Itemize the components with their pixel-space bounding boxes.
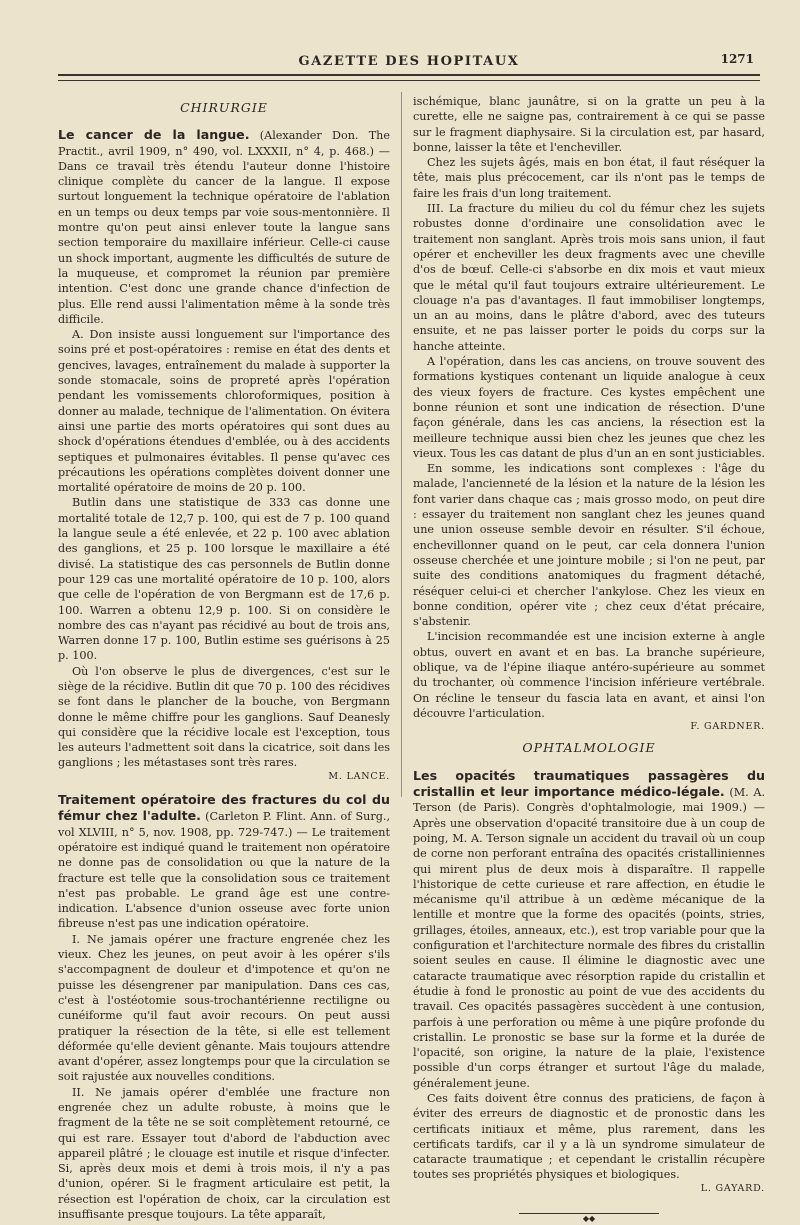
article-text: (Alexander Don. The Practit., avril 1909, n° 490, vol. LXXXII, n° 4, p. 468.) — Dans ce travail très étendu l'auteur donne l'histoire clinique complète du cancer de la langue. Il expose surtout longuement la technique opératoire de l'ablation en un temps ou deux temps par voie sous-mentonnière. Il montre qu'on peut ainsi enlever toute la langue sans section temporaire du maxillaire inférieur. Celle-ci cause un shock important, augmente les difficultés de suture de la muqueuse, et compromet la réunion par première intention. C'est donc une grande chance d'infection de plus. Elle rend aussi l'alimentation même à la sonde très difficile. [58, 129, 391, 326]
ornament-glyph: ◆◆ [579, 1214, 599, 1223]
article-cancer-langue-intro [58, 127, 390, 327]
article-opacites-intro [413, 768, 765, 1091]
article-title-cancer-langue: Le cancer de la langue. [58, 127, 250, 143]
signature-gayard: L. GAYARD. [700, 1182, 765, 1194]
signature-gardner: F. GARDNER. [690, 721, 765, 733]
section-heading-chirurgie: CHIRURGIE [180, 100, 268, 115]
article-title-opacites-cristallin: Les opacités traumatiques passagères du cristallin et leur importance médico-légale. [413, 767, 765, 800]
article-paragraph: III. La fracture du milieu du col du fémur chez les sujets robustes donne d'ordinaire une consolidation avec le traitement non sanglant. Après trois mois sans union, il faut opérer et encheviller les deux fragments avec une cheville d'os de bœuf. Celle-ci s'absorbe en dix mois et vaut mieux que le métal qu'il faut toujours extraire ultérieurement. Le clouage n'a pas d'avantages. Il faut immobiliser longtemps, un an au moins, dans le plâtre d'abord, avec des tuteurs ensuite, et ne pas laisser porter le poids du corps sur la hanche atteinte. [413, 202, 765, 353]
article-paragraph [58, 664, 390, 771]
article-paragraph: I. Ne jamais opérer une fracture engrenée chez les vieux. Chez les jeunes, on peut avoir à les opérer s'ils s'accompagnent de douleur et d'impotence et qu'on ne puisse les désengrener par manipulation. Dans ces cas, c'est à l'ostéotomie sous-trochantérienne rectiligne ou cunéiforme qu'il faut avoir recours. On peut aussi pratiquer la résection de la tête, si elle est tellement déformée qu'elle devient gênante. Mais toujours attendre avant d'opérer, assez longtemps pour que la circulation se soit rajustée aux nouvelles conditions. [58, 932, 390, 1084]
signature-lance: M. LANCE. [328, 770, 390, 782]
article-paragraph: En somme, les indications sont complexes : l'âge du malade, l'ancienneté de la lésion et la nature de la lésion les font varier dans chaque cas ; mais grosso modo, on peut dire : essayer du traitement non sanglant chez les jeunes quand une union osseuse semble devoir en résulter. S'il échoue, enchevillonner quand on le peut, car cela donnera l'union osseuse cherchée et une jointure mobile ; si l'on ne peut, par suite des conditions anatomiques du fragment détaché, réséquer celui-ci et chercher l'ankylose. Chez les vieux en bonne condition, opérer vite ; chez ceux d'état précaire, s'abstenir. [413, 462, 765, 629]
article-paragraph: Ces faits doivent être connus des praticiens, de façon à éviter des erreurs de diagnostic et de pronostic dans les certificats initiaux et même, plus rarement, dans les certificats tardifs, car il y a là un syndrome simulateur de cataracte traumatique ; et cependant le cristallin récupère toutes ses propriétés physiques et biologiques. [413, 1092, 765, 1182]
section-heading-ophtalmologie: OPHTALMOLOGIE [522, 740, 656, 756]
article-text: Où l'on observe le plus de divergences, c'est sur le siège de la récidive. Butlin dit que 70 p. 100 des récidives se font dans le plancher de la bouche, von Bergmann donne le même chiffre pour les ganglions. Sauf Deanesly qui considère que la récidive locale est l'exception, tous les auteurs l'admettent soit dans la cicatrice, soit dans les ganglions ; les métastases sont très rares. [58, 664, 390, 770]
header-rule-thick [58, 74, 760, 76]
article-paragraph: A l'opération, dans les cas anciens, on trouve souvent des formations kystiques contenant un liquide analogue à ceux des vieux foyers de fracture. Ces kystes empêchent une bonne réunion et sont une indication de résection. D'une façon générale, dans les cas anciens, la résection est la meilleure technique aussi bien chez les jeunes que chez les vieux. Tous les cas datant de plus d'un an en sont justiciables. [413, 355, 765, 460]
article-text: (Carleton P. Flint. Ann. of Surg., vol XLVIII, n° 5, nov. 1908, pp. 729-747.) — Le traitement opératoire est indiqué quand le traitement non opératoire ne donne pas de consolidation ou que la nature de la fracture est telle que la consolidation sous ce traitement n'est pas probable. Le grand âge est une contre-indication. L'absence d'union osseuse avec forte union fibreuse n'est pas une indication opératoire. [58, 810, 390, 931]
running-title: GAZETTE DES HOPITAUX [298, 54, 520, 69]
article-paragraph: Butlin dans une statistique de 333 cas donne une mortalité totale de 12,7 p. 100, qui est de 7 p. 100 quand la langue seule a été enlevée, et 22 p. 100 avec ablation des ganglions, et 25 p. 100 lorsque le maxillaire a été divisé. La statistique des cas personnels de Butlin donne pour 129 cas une mortalité opératoire de 10 p. 100, alors que celle de l'opération de von Bergmann est de 17,6 p. 100. Warren a obtenu 12,9 p. 100. Si on considère le nombre des cas n'ayant pas récidivé au bout de trois ans, Warren donne 17 p. 100, Butlin estime ses guérisons à 25 p. 100. [58, 496, 390, 663]
column-divider [401, 92, 402, 797]
page-number: 1271 [720, 52, 754, 66]
article-paragraph: L'incision recommandée est une incision externe à angle obtus, ouvert en avant et en bas. La branche supérieure, oblique, va de l'épine iliaque antéro-supérieure au sommet du trochanter, où commence l'incision inférieure vertébrale. On récline le tenseur du fascia lata en avant, et ainsi l'on découvre l'articulation. [413, 630, 765, 720]
article-paragraph: A. Don insiste aussi longuement sur l'importance des soins pré et post-opératoires : remise en état des dents et gencives, lavages, entraînement du malade à supporter la sonde stomacale, soins de propreté après l'opération pendant les vomissements chloroformiques, position à donner au malade, technique de l'alimentation. On évitera ainsi une partie des morts opératoires qui sont dues au shock d'opérations étendues d'emblée, ou à des accidents septiques et pulmonaires évitables. Il pense qu'avec ces précautions les opérations complètes doivent donner une mortalité opératoire de moins de 20 p. 100. [58, 328, 390, 495]
end-ornament [519, 1210, 659, 1224]
left-column [58, 94, 390, 1222]
header-rule-thin [58, 80, 760, 81]
article-text: (M. A. Terson (de Paris). Congrès d'ophtalmologie, mai 1909.) — Après une observation d'opacité transitoire due à un coup de poing, M. A. Terson signale un accident du travail où un coup de corne non perforant entraîna des opacités cristalliniennes qui mirent plus de deux mois à disparaître. Il rappelle l'historique de cette curieuse et rare affection, en étudie le mécanisme qu'il attribue à un œdème mécanique de la lentille et montre que la forme des opacités (points, stries, grillages, étoiles, anneaux, etc.), est trop variable pour que la configuration et l'architecture normale des fibres du cristallin soient seules en cause. Il élimine le diagnostic avec une cataracte traumatique avec résorption rapide du cristallin et étudie à fond le pronostic au point de vue des accidents du travail. Ces opacités passagères succèdent à une contusion, parfois à une perforation ou même à une piqûre profonde du cristallin. Le pronostic se base sur la forme et la durée de l'opacité, son origine, la nature de la plaie, l'existence possible d'un corps étranger et surtout l'âge du malade, généralement jeune. [413, 786, 766, 1090]
article-paragraph: II. Ne jamais opérer d'emblée une fracture non engrenée chez un adulte robuste, à moins que le fragment de la tête ne se soit complètement retourné, ce qui est rare. Essayer tout d'abord de l'abduction avec appareil plâtré ; le clouage est inutile et risque d'infecter. Si, après deux mois et demi à trois mois, il n'y a pas d'union, opérer. Si le fragment articulaire est petit, la résection est l'opération de choix, car la circulation est insuffisante presque toujours. La tête apparaît, [58, 1085, 390, 1222]
article-paragraph: ischémique, blanc jaunâtre, si on la gratte un peu à la curette, elle ne saigne pas, contrairement à ce qui se passe sur le fragment diaphysaire. Si la circulation est, par hasard, bonne, laisser la tête et l'encheviller. [413, 95, 765, 154]
article-paragraph: Chez les sujets âgés, mais en bon état, il faut réséquer la tête, mais plus précocement, car ils n'ont pas le temps de faire les frais d'un long traitement. [413, 156, 765, 200]
article-title-fractures-col-femur: Traitement opératoire des fractures du col du fémur chez l'adulte. [58, 792, 390, 824]
article-fractures-intro [58, 792, 390, 932]
right-column [413, 94, 766, 1224]
